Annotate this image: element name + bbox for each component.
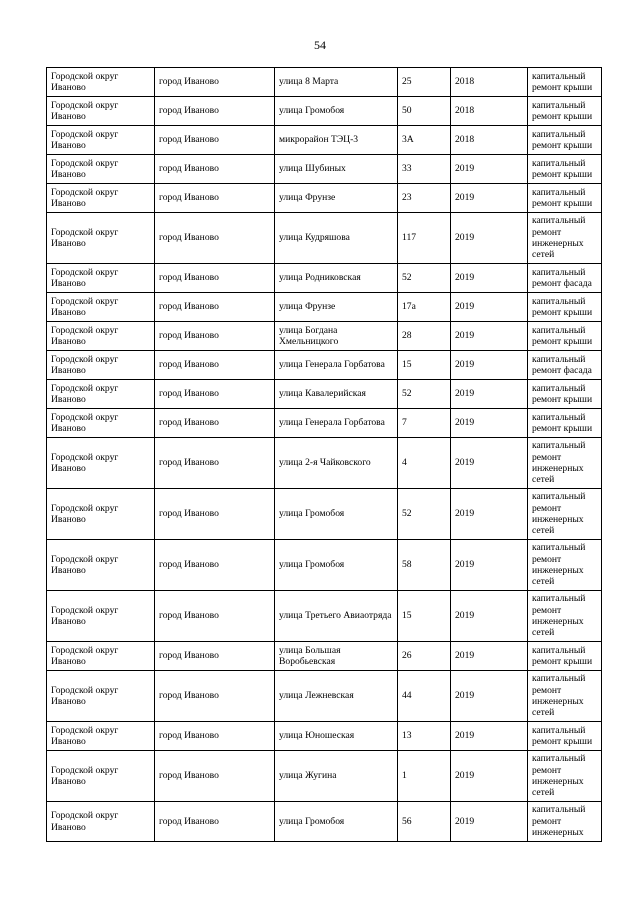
cell-house: 3А [398,126,451,155]
cell-house: 23 [398,184,451,213]
cell-okrug: Городской округ Иваново [47,264,155,293]
cell-okrug: Городской округ Иваново [47,722,155,751]
cell-year: 2019 [451,155,528,184]
cell-street: улица Кудряшова [275,213,398,264]
cell-work-type: капитальный ремонт инженерных сетей [528,671,602,722]
table-row [47,409,602,438]
cell-street: улица Родниковская [275,264,398,293]
cell-street: улица Третьего Авиаотряда [275,591,398,642]
registry-table [46,67,602,842]
cell-city: город Иваново [155,97,275,126]
table-row [47,264,602,293]
cell-work-type: капитальный ремонт крыши [528,722,602,751]
cell-city: город Иваново [155,438,275,489]
cell-okrug: Городской округ Иваново [47,380,155,409]
cell-work-type: капитальный ремонт крыши [528,97,602,126]
cell-work-type: капитальный ремонт инженерных сетей [528,540,602,591]
cell-city: город Иваново [155,489,275,540]
cell-city: город Иваново [155,184,275,213]
cell-year: 2019 [451,213,528,264]
cell-street: улица 8 Марта [275,68,398,97]
cell-house: 52 [398,380,451,409]
table-row [47,642,602,671]
cell-street: улица Генерала Горбатова [275,351,398,380]
cell-house: 17а [398,293,451,322]
table-row [47,802,602,842]
cell-okrug: Городской округ Иваново [47,802,155,842]
cell-work-type: капитальный ремонт инженерных сетей [528,591,602,642]
cell-year: 2019 [451,438,528,489]
cell-year: 2019 [451,591,528,642]
cell-house: 15 [398,591,451,642]
table-row [47,68,602,97]
cell-street: улица Богдана Хмельницкого [275,322,398,351]
cell-work-type: капитальный ремонт крыши [528,409,602,438]
table-row [47,322,602,351]
table-row [47,671,602,722]
cell-city: город Иваново [155,155,275,184]
cell-work-type: капитальный ремонт фасада [528,351,602,380]
cell-city: город Иваново [155,380,275,409]
cell-year: 2019 [451,293,528,322]
table-row [47,213,602,264]
cell-city: город Иваново [155,642,275,671]
cell-okrug: Городской округ Иваново [47,591,155,642]
cell-city: город Иваново [155,293,275,322]
page-number: 54 [314,38,326,52]
table-row [47,438,602,489]
cell-city: город Иваново [155,802,275,842]
cell-city: город Иваново [155,126,275,155]
cell-work-type: капитальный ремонт инженерных сетей [528,213,602,264]
cell-house: 50 [398,97,451,126]
cell-city: город Иваново [155,351,275,380]
cell-city: город Иваново [155,409,275,438]
cell-okrug: Городской округ Иваново [47,97,155,126]
cell-city: город Иваново [155,264,275,293]
cell-year: 2018 [451,97,528,126]
cell-year: 2019 [451,184,528,213]
cell-year: 2019 [451,751,528,802]
cell-okrug: Городской округ Иваново [47,351,155,380]
cell-year: 2019 [451,722,528,751]
cell-year: 2019 [451,642,528,671]
cell-street: улица Юношеская [275,722,398,751]
cell-street: улица Громобоя [275,489,398,540]
cell-okrug: Городской округ Иваново [47,489,155,540]
cell-year: 2019 [451,489,528,540]
cell-city: город Иваново [155,751,275,802]
cell-year: 2019 [451,264,528,293]
cell-work-type: капитальный ремонт крыши [528,642,602,671]
cell-work-type: капитальный ремонт инженерных сетей [528,438,602,489]
table-row [47,97,602,126]
cell-city: город Иваново [155,722,275,751]
cell-year: 2019 [451,351,528,380]
cell-okrug: Городской округ Иваново [47,155,155,184]
cell-work-type: капитальный ремонт крыши [528,380,602,409]
cell-street: микрорайон ТЭЦ-3 [275,126,398,155]
cell-okrug: Городской округ Иваново [47,671,155,722]
cell-work-type: капитальный ремонт крыши [528,68,602,97]
cell-city: город Иваново [155,540,275,591]
cell-house: 25 [398,68,451,97]
cell-house: 52 [398,264,451,293]
table-row [47,351,602,380]
cell-work-type: капитальный ремонт крыши [528,322,602,351]
cell-house: 13 [398,722,451,751]
table-row [47,489,602,540]
cell-year: 2018 [451,68,528,97]
cell-house: 33 [398,155,451,184]
table-row [47,540,602,591]
cell-work-type: капитальный ремонт инженерных сетей [528,751,602,802]
cell-house: 15 [398,351,451,380]
cell-okrug: Городской округ Иваново [47,751,155,802]
cell-work-type: капитальный ремонт крыши [528,126,602,155]
cell-year: 2019 [451,540,528,591]
table-row [47,184,602,213]
registry-table-body [47,68,602,842]
cell-street: улица Генерала Горбатова [275,409,398,438]
cell-city: город Иваново [155,213,275,264]
cell-street: улица Фрунзе [275,184,398,213]
cell-city: город Иваново [155,591,275,642]
cell-work-type: капитальный ремонт крыши [528,155,602,184]
table-row [47,380,602,409]
cell-okrug: Городской округ Иваново [47,409,155,438]
cell-street: улица Жугина [275,751,398,802]
cell-house: 26 [398,642,451,671]
cell-year: 2019 [451,322,528,351]
cell-okrug: Городской округ Иваново [47,126,155,155]
cell-house: 58 [398,540,451,591]
cell-house: 28 [398,322,451,351]
table-row [47,126,602,155]
cell-street: улица Кавалерийская [275,380,398,409]
cell-house: 7 [398,409,451,438]
cell-work-type: капитальный ремонт фасада [528,264,602,293]
cell-okrug: Городской округ Иваново [47,68,155,97]
cell-okrug: Городской округ Иваново [47,642,155,671]
cell-okrug: Городской округ Иваново [47,293,155,322]
cell-house: 56 [398,802,451,842]
cell-year: 2019 [451,409,528,438]
cell-city: город Иваново [155,671,275,722]
cell-house: 4 [398,438,451,489]
cell-street: улица Громобоя [275,97,398,126]
table-row [47,591,602,642]
cell-year: 2018 [451,126,528,155]
table-row [47,722,602,751]
cell-street: улица 2-я Чайковского [275,438,398,489]
cell-street: улица Большая Воробьевская [275,642,398,671]
cell-year: 2019 [451,671,528,722]
cell-street: улица Громобоя [275,802,398,842]
cell-street: улица Фрунзе [275,293,398,322]
cell-okrug: Городской округ Иваново [47,213,155,264]
cell-city: город Иваново [155,68,275,97]
cell-house: 52 [398,489,451,540]
cell-work-type: капитальный ремонт инженерных [528,802,602,842]
cell-year: 2019 [451,802,528,842]
cell-work-type: капитальный ремонт крыши [528,293,602,322]
cell-okrug: Городской округ Иваново [47,540,155,591]
table-row [47,751,602,802]
cell-okrug: Городской округ Иваново [47,438,155,489]
cell-year: 2019 [451,380,528,409]
cell-house: 44 [398,671,451,722]
cell-okrug: Городской округ Иваново [47,184,155,213]
cell-city: город Иваново [155,322,275,351]
cell-street: улица Громобоя [275,540,398,591]
cell-house: 1 [398,751,451,802]
cell-house: 117 [398,213,451,264]
table-row [47,155,602,184]
cell-okrug: Городской округ Иваново [47,322,155,351]
table-row [47,293,602,322]
cell-street: улица Лежневская [275,671,398,722]
cell-street: улица Шубиных [275,155,398,184]
cell-work-type: капитальный ремонт крыши [528,184,602,213]
cell-work-type: капитальный ремонт инженерных сетей [528,489,602,540]
